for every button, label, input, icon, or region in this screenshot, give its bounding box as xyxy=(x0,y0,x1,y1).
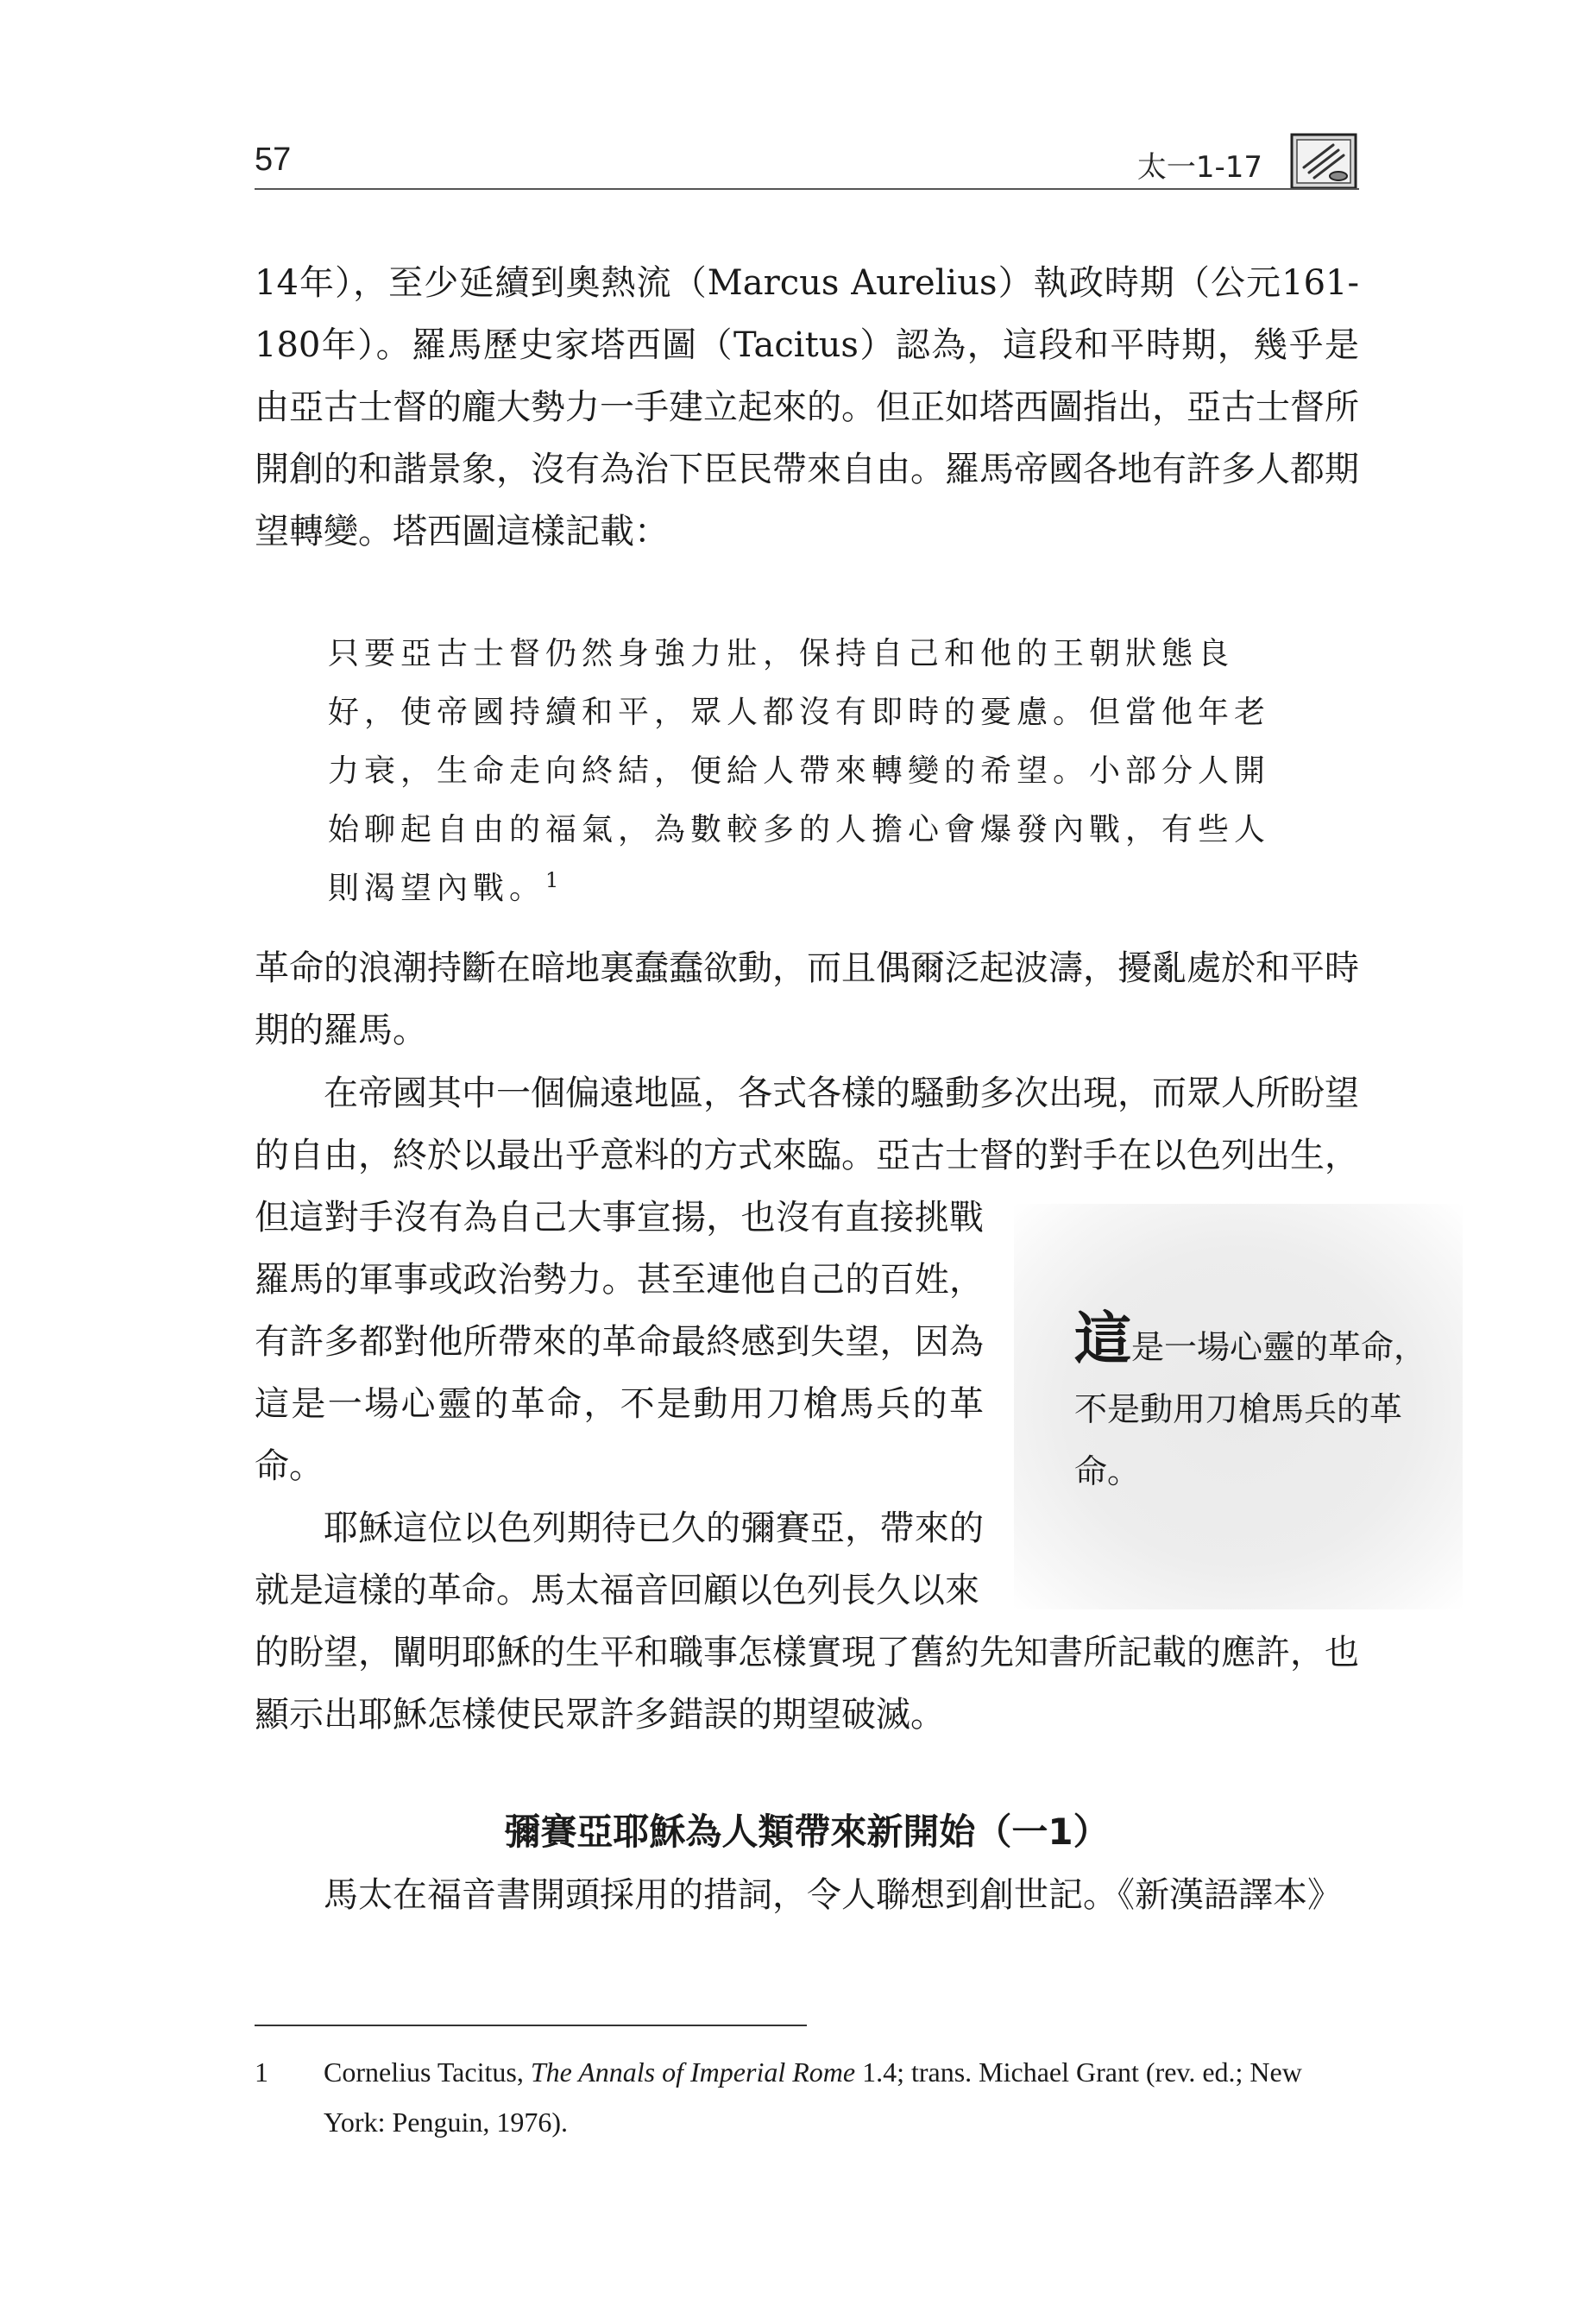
pull-quote xyxy=(1074,1306,1428,1502)
paragraph-5: 耶穌這位以色列期待已久的彌賽亞，帶來的就是這樣的革命。馬太福音回顧以色列長久以來 xyxy=(255,1508,984,1610)
paragraph-6: 的盼望，闡明耶穌的生平和職事怎樣實現了舊約先知書所記載的應許，也顯示出耶穌怎樣使民眾許多錯誤的期望破滅。 xyxy=(255,1633,1359,1735)
footnote-reference: 1 xyxy=(545,868,564,892)
running-header xyxy=(255,129,1359,190)
footnote-author: Cornelius Tacitus, xyxy=(324,2056,531,2088)
block-quote xyxy=(328,625,1294,918)
block-quote-text: 只要亞古士督仍然身強力壯，保持自己和他的王朝狀態良好，使帝國持續和平，眾人都沒有即時的憂慮。但當他年老力衰，生命走向終結，便給人帶來轉變的希望。小部分人開始聊起自由的福氣，為數較多的人擔心會爆發內戰，有些人則渴望內戰。 xyxy=(328,636,1271,906)
footnote-body xyxy=(324,2047,1359,2147)
paragraph-7: 馬太在福音書開頭採用的措詞，令人聯想到創世記。《新漢語譯本》 xyxy=(324,1875,1342,1915)
footnote-rest: 1.4; trans. Michael Grant (rev. ed.; New York: Penguin, 1976). xyxy=(324,2056,1302,2138)
header-rule xyxy=(255,188,1359,190)
pull-quote-box xyxy=(1014,1204,1463,1609)
scroll-book-icon xyxy=(1288,129,1359,193)
footnote-number: 1 xyxy=(255,2056,268,2088)
pull-quote-dropcap: 這 xyxy=(1074,1306,1131,1372)
footnote xyxy=(255,2047,1359,2147)
paragraph-1: 14年），至少延續到奧熱流（Marcus Aurelius）執政時期（公元161-180年）。羅馬歷史家塔西圖（Tacitus）認為，這段和平時期，幾乎是由亞古士督的龐大勢力一手建立起來的。但正如塔西圖指出，亞古士督所開創的和諧景象，沒有為治下臣民帶來自由。羅馬帝國各地有許多人都期望轉變。塔西圖這樣記載： xyxy=(255,263,1359,551)
paragraph-2: 革命的浪潮持斷在暗地裏蠢蠢欲動，而且偶爾泛起波濤，擾亂處於和平時期的羅馬。 xyxy=(255,948,1359,1050)
footnote-rule xyxy=(255,2025,807,2026)
page-number: 57 xyxy=(255,142,292,178)
footnote-title: The Annals of Imperial Rome xyxy=(530,2056,856,2088)
paragraph-3: 在帝國其中一個偏遠地區，各式各樣的騷動多次出現，而眾人所盼望的自由，終於以最出乎意料的方式來臨。亞古士督的對手在以色列出生， xyxy=(255,1074,1359,1175)
pull-quote-text: 是一場心靈的革命，不是動用刀槍馬兵的革命。 xyxy=(1074,1328,1427,1490)
section-heading: 彌賽亞耶穌為人類帶來新開始（一1） xyxy=(504,1811,1110,1853)
chapter-reference: 太一1-17 xyxy=(1136,150,1262,185)
paragraph-4: 但這對手沒有為自己大事宣揚，也沒有直接挑戰羅馬的軍事或政治勢力。甚至連他自己的百姓，有許多都對他所帶來的革命最終感到失望，因為這是一場心靈的革命，不是動用刀槍馬兵的革命。 xyxy=(255,1198,984,1486)
